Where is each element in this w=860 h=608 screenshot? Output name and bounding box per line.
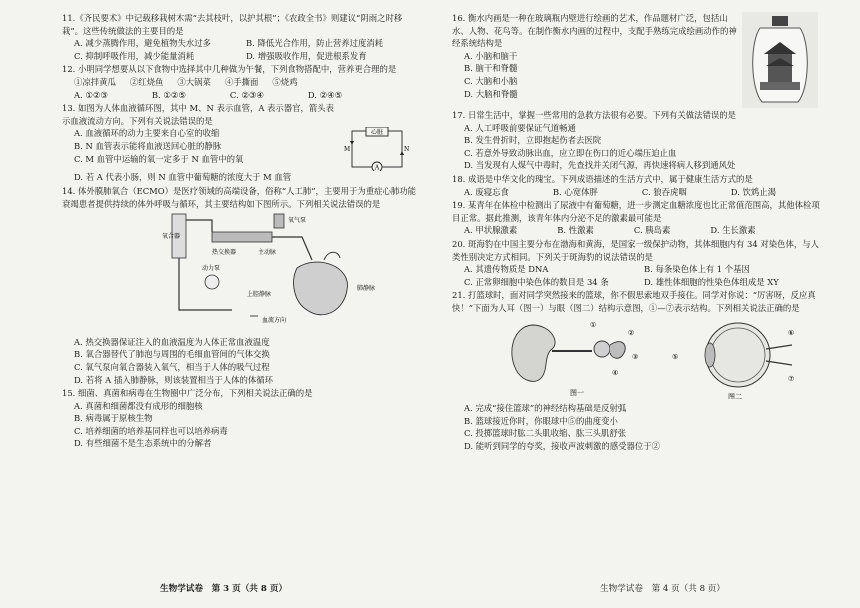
right-page bbox=[452, 12, 824, 453]
oxygenator-label: 氧合器 bbox=[162, 233, 181, 241]
question-20 bbox=[452, 238, 824, 288]
option-c: C. 培养细菌的培养基同样也可以培养病毒 bbox=[74, 425, 228, 436]
option-a: A. 真菌和细菌都没有成形的细胞核 bbox=[74, 400, 203, 411]
option-a: A. 小脑和脑干 bbox=[464, 50, 518, 61]
question-stem: 14. 体外膜肺氧合（ECMO）是医疗领域的高端设备，俗称“人工肺”，主要用于为重症心肺功能衰竭患者提供持续的体外呼吸与循环，其主要结构如下图所示。下列相关说法错误的是 bbox=[62, 185, 417, 209]
question-16 bbox=[452, 12, 824, 108]
option-b: B. 脑干和脊髓 bbox=[464, 63, 518, 74]
ear-number: ② bbox=[628, 328, 635, 337]
option-b: B. ①②⑤ bbox=[151, 89, 186, 100]
food-item: ①凉拌黄瓜 bbox=[74, 76, 116, 87]
question-stem: 13. 如图为人体血液循环图，其中 M、N 表示血管，A 表示器官，箭头表示血液流动方向。下列有关说法错误的是 bbox=[62, 103, 335, 126]
circulation-diagram bbox=[342, 127, 412, 171]
food-item: ⑤烧鸡 bbox=[272, 76, 298, 87]
question-17 bbox=[452, 109, 824, 172]
vessel-n-label: N bbox=[404, 146, 410, 154]
vena-cava-label: 上腔静脉 bbox=[247, 291, 272, 299]
question-19 bbox=[452, 199, 824, 237]
option-a: A. ①②③ bbox=[74, 89, 108, 100]
question-14 bbox=[62, 185, 418, 386]
heart-label: 心脏 bbox=[370, 129, 384, 137]
flow-direction-label: 血流方向 bbox=[262, 317, 287, 325]
question-stem: 17. 日常生活中，掌握一些常用的急救方法很有必要。下列有关做法错误的是 bbox=[452, 110, 736, 120]
heat-exchanger-label: 热交换器 bbox=[212, 249, 237, 257]
power-pump-label: 动力泵 bbox=[202, 265, 221, 273]
option-d: D. 能听到同学的夸奖，接收声波刺激的感受器位于② bbox=[464, 440, 660, 451]
ear-figure bbox=[512, 321, 638, 397]
question-11 bbox=[62, 12, 418, 62]
option-b: B. 氧合器替代了肺泡与周围的毛细血管间的气体交换 bbox=[74, 349, 270, 360]
option-d: D. 当发现有人煤气中毒时，先查找并关闭气源，再快速将病人移到通风处 bbox=[464, 160, 736, 171]
question-stem: 11.《齐民要术》中记载移栽树木需“去其枝叶，以护其根”；《农政全书》则建议“阴雨之时移栽”。这些传统做法的主要目的是 bbox=[62, 13, 403, 36]
option-b: B. N 血管表示能将血液送回心脏的静脉 bbox=[74, 140, 222, 151]
option-c: C. 氧气泵向氧合器装入氧气，相当于人体的吸气过程 bbox=[74, 361, 270, 372]
ecmo-diagram bbox=[62, 210, 418, 332]
question-stem: 20. 斑海豹在中国主要分布在渤海和黄海，是国家一级保护动物，其体细胞内有 34 对染色体，与人类性别决定方式相同。下列关于斑海豹的说法错误的是 bbox=[452, 238, 819, 262]
option-c: C. ②③④ bbox=[229, 89, 264, 100]
ear-number: ④ bbox=[612, 368, 619, 377]
option-b: B. 每条染色体上有 1 个基因 bbox=[644, 264, 750, 275]
eye-number: ⑥ bbox=[788, 328, 795, 337]
question-stem: 15. 细菌、真菌和病毒在生物圈中广泛分布，下列相关说法正确的是 bbox=[62, 388, 313, 399]
question-stem: 21. 打篮球时，面对同学突然接来的篮球，你不假思索地双手接住。同学对你说：“厉害呀，反应真快！”下面为人耳（图一）与眼（图二）结构示意图，①—⑦表示结构。下列相关说法正确的是 bbox=[452, 290, 816, 313]
fig2-caption: 图二 bbox=[728, 392, 742, 399]
left-page bbox=[62, 12, 418, 451]
option-a: A. 完成“接住篮球”的神经结构基础是反射弧 bbox=[464, 403, 627, 414]
option-b: B. 降低光合作用，防止营养过度消耗 bbox=[246, 38, 384, 49]
question-stem: 16. 衡水内画是一种在玻璃瓶内壁进行绘画的艺术，作品题材广泛，包括山水、人物、花鸟等。在制作衡水内画的过程中，支配手熟练完成绘画动作的神经系统结构是 bbox=[452, 13, 737, 49]
aorta-label: 主动脉 bbox=[258, 249, 277, 257]
eye-number: ⑤ bbox=[672, 352, 679, 361]
option-a: A. 热交换器保证注入的血液温度为人体正常血液温度 bbox=[74, 336, 270, 347]
option-a: A. 其遗传物质是 DNA bbox=[464, 264, 549, 275]
question-13 bbox=[62, 102, 418, 184]
option-c: C. 狼吞虎咽 bbox=[641, 186, 687, 197]
option-d: D. ②④⑤ bbox=[307, 89, 343, 100]
option-d: D. 雄性体细胞的性染色体组成是 XY bbox=[644, 276, 779, 287]
option-b: B. 性激素 bbox=[557, 225, 594, 236]
food-item: ③大锅菜 bbox=[177, 76, 211, 87]
option-d: D. 若将 A 插入肺静脉，则该装置相当于人体的体循环 bbox=[74, 374, 273, 385]
question-stem: 18. 成语是中华文化的瑰宝。下列成语描述的生活方式中，属于健康生活方式的是 bbox=[452, 173, 753, 184]
option-b: B. 发生骨折时，立即抱起伤者去医院 bbox=[464, 135, 602, 146]
question-stem: 12. 小明同学想要从以下食物中选择其中几种做为午餐，下列食物搭配中，营养更合理的是 bbox=[62, 64, 397, 75]
page-footer-left: 生物学试卷 第 3 页（共 8 页） bbox=[160, 584, 288, 594]
option-d: D. 若 A 代表小肠，则 N 血管中葡萄糖的浓度大于 M 血管 bbox=[74, 172, 292, 183]
question-18 bbox=[452, 173, 824, 198]
option-c: C. 抑制呼吸作用，减少能量消耗 bbox=[74, 50, 195, 61]
option-a: A. 甲状腺激素 bbox=[464, 225, 518, 236]
inner-painting-bottle-image bbox=[742, 12, 818, 108]
option-c: C. 投掷篮球时肱二头肌收缩、肱三头肌舒张 bbox=[464, 428, 627, 439]
question-stem: 19. 某青年在体检中检测出了尿液中有葡萄糖，进一步测定血糖浓度也比正常值范围高，其他体检项目正常。据此推测，该青年体内分泌不足的激素最可能是 bbox=[452, 200, 820, 223]
option-b: B. 心宽体胖 bbox=[552, 186, 598, 197]
option-d: D. 增强吸收作用，促进根系发育 bbox=[246, 50, 367, 61]
option-a: A. 废寝忘食 bbox=[464, 186, 509, 197]
fig1-caption: 图一 bbox=[570, 388, 584, 397]
option-c: C. 正常卵细胞中染色体的数目是 34 条 bbox=[464, 276, 609, 287]
eye-number: ⑦ bbox=[788, 374, 795, 383]
option-c: C. M 血管中运输的氧一定多于 N 血管中的氧 bbox=[74, 153, 244, 164]
ear-eye-diagram bbox=[452, 315, 824, 399]
oxygen-pump-label: 氧气泵 bbox=[288, 217, 307, 225]
page-footer-right: 生物学试卷 第 4 页（共 8 页） bbox=[600, 584, 725, 594]
pulmonary-vein-label: 肺静脉 bbox=[357, 285, 376, 293]
question-15 bbox=[62, 387, 418, 450]
food-item: ④手撕面 bbox=[224, 76, 259, 87]
option-d: D. 大脑和脊髓 bbox=[464, 88, 518, 99]
vessel-m-label: M bbox=[344, 146, 351, 154]
option-b: B. 病毒属于原核生物 bbox=[74, 413, 153, 424]
ear-number: ① bbox=[590, 320, 597, 329]
option-c: C. 胰岛素 bbox=[633, 225, 671, 236]
ear-number: ③ bbox=[632, 352, 639, 361]
option-a: A. 血液循环的动力主要来自心室的收缩 bbox=[74, 128, 220, 139]
option-d: D. 饮鸩止渴 bbox=[730, 186, 777, 197]
option-b: B. 篮球接近你时，你眼球中⑤的曲度变小 bbox=[464, 415, 618, 426]
option-c: C. 若意外导致动脉出血，应立即在伤口的近心端压迫止血 bbox=[464, 147, 677, 158]
organ-a-label: A bbox=[374, 164, 380, 172]
food-item: ②红烧鱼 bbox=[129, 76, 164, 87]
option-a: A. 减少蒸腾作用，避免植物失水过多 bbox=[74, 38, 211, 49]
eye-figure bbox=[672, 323, 794, 399]
option-d: D. 有些细菌不是生态系统中的分解者 bbox=[74, 438, 212, 449]
question-21 bbox=[452, 289, 824, 452]
option-a: A. 人工呼吸前要保证气道畅通 bbox=[464, 122, 576, 133]
option-d: D. 生长激素 bbox=[710, 225, 756, 236]
option-c: C. 大脑和小脑 bbox=[464, 75, 518, 86]
question-12 bbox=[62, 63, 418, 101]
